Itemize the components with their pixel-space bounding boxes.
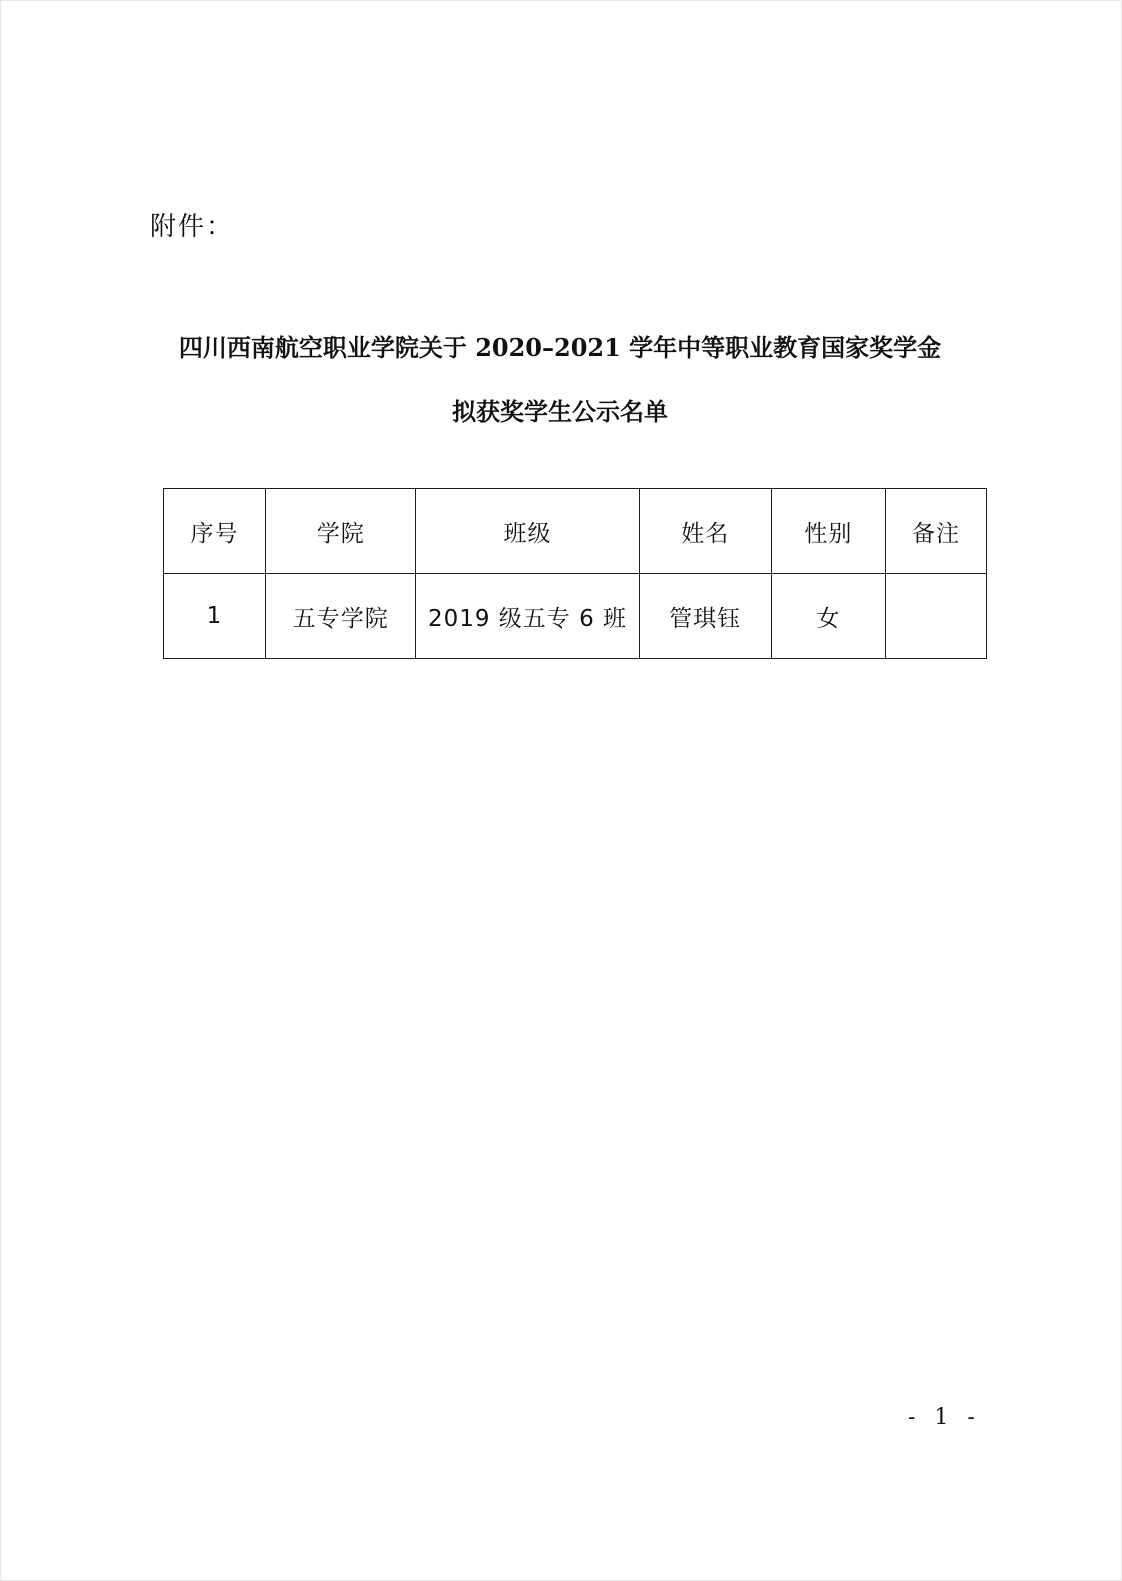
header-college: 学院: [265, 489, 415, 574]
header-serial-number: 序号: [164, 489, 266, 574]
cell-name: 管琪钰: [639, 574, 771, 659]
cell-class: 2019 级五专 6 班: [416, 574, 639, 659]
header-remarks: 备注: [885, 489, 986, 574]
table-header-row: [164, 489, 987, 574]
cell-remarks: [885, 574, 986, 659]
header-class: 班级: [416, 489, 639, 574]
cell-serial-number: 1: [164, 574, 266, 659]
attachment-label: 附件：: [150, 212, 235, 242]
award-roster-table: [163, 488, 987, 659]
header-name: 姓名: [639, 489, 771, 574]
header-gender: 性别: [771, 489, 885, 574]
cell-college: 五专学院: [265, 574, 415, 659]
document-title-line-2: 拟获奖学生公示名单: [452, 397, 668, 426]
table-row: [164, 574, 987, 659]
page-number: - 1 -: [908, 1405, 981, 1430]
cell-gender: 女: [771, 574, 885, 659]
document-title-line-1: 四川西南航空职业学院关于 2020–2021 学年中等职业教育国家奖学金: [178, 333, 942, 362]
